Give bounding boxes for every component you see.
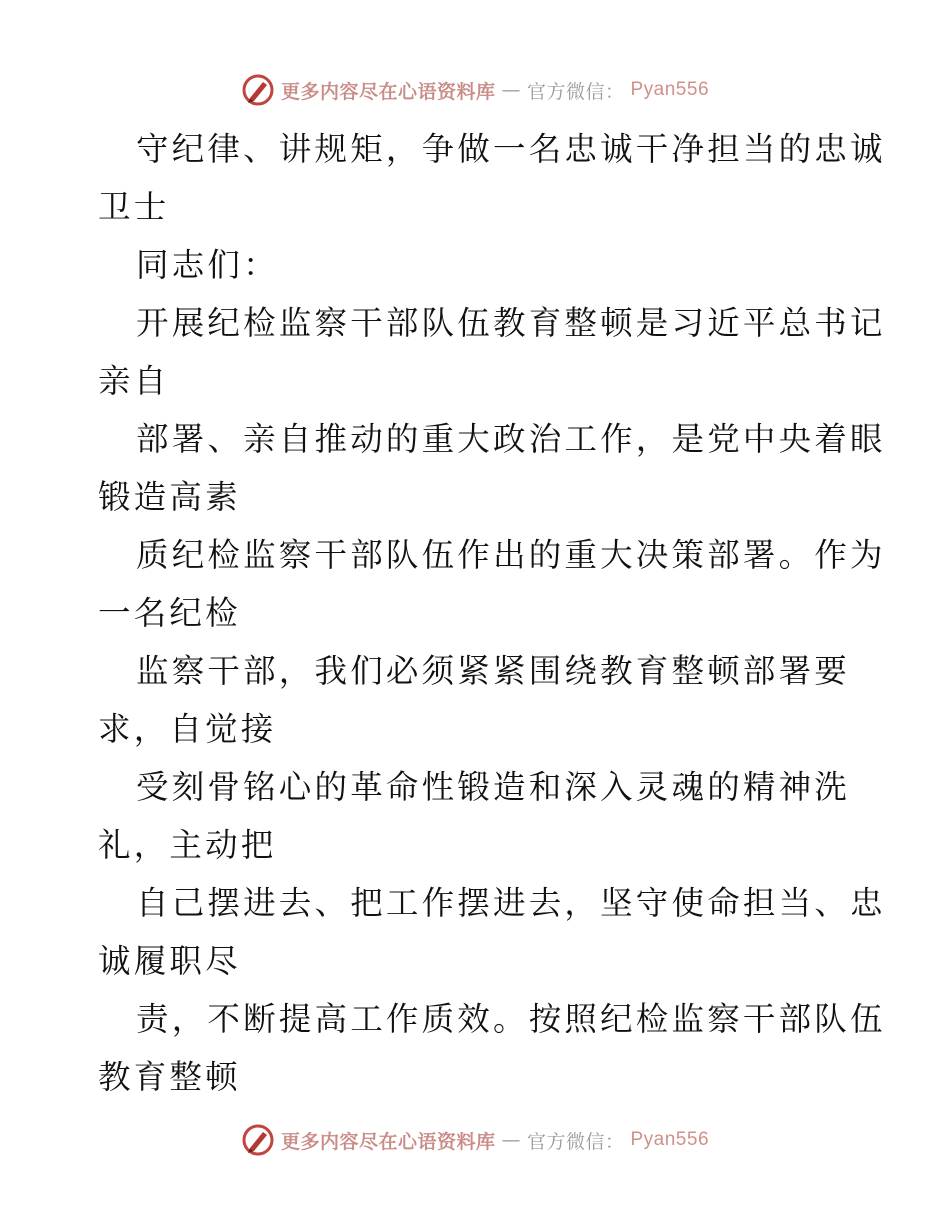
footer-watermark [0, 1120, 950, 1160]
pen-logo-icon [241, 1123, 275, 1157]
paragraph-line: 一名纪检 [98, 594, 241, 632]
watermark-wechat-id: Pyan556 [630, 1129, 710, 1150]
watermark-main-text: 更多内容尽在心语资料库 [280, 1130, 496, 1153]
paragraph-line: 部署、亲自推动的重大政治工作，是党中央着眼 [136, 420, 886, 458]
paragraph-line: 质纪检监察干部队伍作出的重大决策部署。作为 [136, 536, 886, 574]
watermark-sub-text: 官方微信： [526, 80, 625, 103]
watermark-sub-text: 官方微信： [526, 1130, 625, 1153]
document-title-line: 守纪律、讲规矩，争做一名忠诚干净担当的忠诚 [136, 130, 886, 168]
watermark-main-text: 更多内容尽在心语资料库 [280, 80, 496, 103]
watermark-wechat-id: Pyan556 [630, 79, 710, 100]
paragraph-line: 责，不断提高工作质效。按照纪检监察干部队伍 [136, 1000, 886, 1038]
pen-logo-icon [241, 73, 275, 107]
paragraph-line: 亲自 [98, 362, 170, 400]
salutation: 同志们： [136, 246, 279, 284]
paragraph-line: 受刻骨铭心的革命性锻造和深入灵魂的精神洗 [136, 768, 851, 806]
header-watermark [0, 70, 950, 110]
document-title-line-cont: 卫士 [98, 188, 170, 226]
paragraph-line: 监察干部，我们必须紧紧围绕教育整顿部署要 [136, 652, 851, 690]
document-body [98, 120, 886, 1106]
paragraph-line: 礼，主动把 [98, 826, 277, 864]
paragraph-line: 诚履职尽 [98, 942, 241, 980]
watermark-dash: — [501, 1129, 521, 1151]
paragraph-line: 自己摆进去、把工作摆进去，坚守使命担当、忠 [136, 884, 886, 922]
watermark-dash: — [501, 79, 521, 101]
paragraph-line: 求，自觉接 [98, 710, 277, 748]
paragraph-line: 教育整顿 [98, 1058, 241, 1096]
paragraph-line: 锻造高素 [98, 478, 241, 516]
paragraph-line: 开展纪检监察干部队伍教育整顿是习近平总书记 [136, 304, 886, 342]
